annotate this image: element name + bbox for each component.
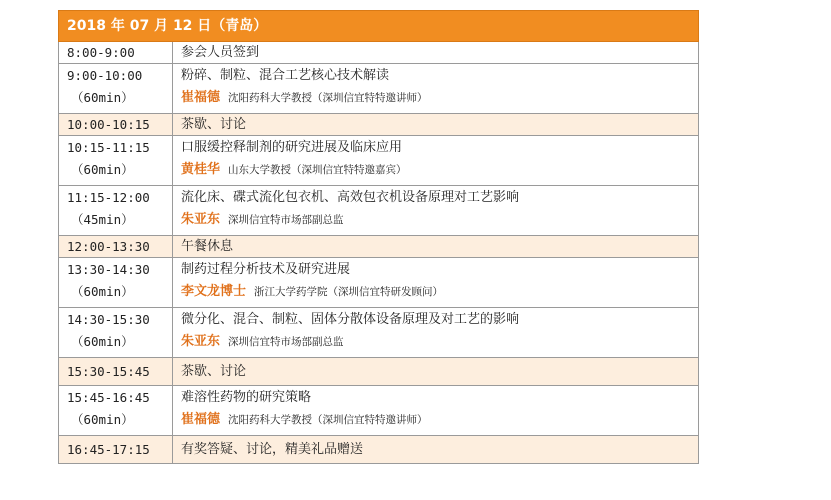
agenda-row [59,136,699,186]
speaker-affiliation: 山东大学教授（深圳信宜特特邀嘉宾） [228,164,407,176]
session-speaker-line [181,282,698,304]
session-title-text: 午餐休息 [181,239,234,254]
session-time-text: 11:15-12:00 [67,190,150,205]
session-detail [173,136,699,186]
session-title [173,42,699,64]
session-detail [173,64,699,114]
session-time-text: 15:30-15:45 [67,364,150,379]
session-detail [173,258,699,308]
speaker-name: 朱亚东 [181,212,221,227]
session-time [59,358,173,386]
session-time-text: 16:45-17:15 [67,442,150,457]
session-title-text: 有奖答疑、讨论，精美礼品赠送 [181,442,364,457]
speaker-affiliation: 深圳信宜特市场部副总监 [228,336,344,348]
session-title [173,358,699,386]
speaker-affiliation: 浙江大学药学院（深圳信宜特研发顾问） [254,286,444,298]
session-speaker-line [181,88,698,110]
speaker-name: 崔福德 [181,412,221,427]
speaker-name: 李文龙博士 [181,284,247,299]
session-time [59,186,173,236]
session-detail [173,308,699,358]
session-time [59,64,173,114]
agenda-break-row [59,236,699,258]
speaker-affiliation: 沈阳药科大学教授（深圳信宜特特邀讲师） [228,414,428,426]
session-speaker-line [181,332,698,354]
agenda-row [59,186,699,236]
agenda-break-row [59,436,699,464]
agenda-row [59,42,699,64]
session-title [173,236,699,258]
agenda-table [58,10,699,464]
session-time [59,114,173,136]
session-time-text: 12:00-13:30 [67,239,150,254]
session-duration: （60min） [71,284,134,299]
session-time [59,308,173,358]
session-time-text: 13:30-14:30 [67,262,150,277]
session-time-text: 14:30-15:30 [67,312,150,327]
speaker-affiliation: 沈阳药科大学教授（深圳信宜特特邀讲师） [228,92,428,104]
session-time-text: 8:00-9:00 [67,45,135,60]
session-title-text: 制药过程分析技术及研究进展 [181,262,351,277]
session-duration: （60min） [71,162,134,177]
session-title-text: 微分化、混合、制粒、固体分散体设备原理及对工艺的影响 [181,312,520,327]
session-title-text: 口服缓控释制剂的研究进展及临床应用 [181,140,403,155]
session-time [59,42,173,64]
session-time-text: 10:00-10:15 [67,117,150,132]
speaker-name: 朱亚东 [181,334,221,349]
session-time [59,386,173,436]
session-time [59,136,173,186]
session-duration: （60min） [71,334,134,349]
session-title [173,436,699,464]
speaker-name: 黄桂华 [181,162,221,177]
session-title-text: 粉碎、制粒、混合工艺核心技术解读 [181,68,390,83]
agenda-row [59,258,699,308]
speaker-affiliation: 深圳信宜特市场部副总监 [228,214,344,226]
session-speaker-line [181,410,698,432]
session-time-text: 15:45-16:45 [67,390,150,405]
session-title-text: 茶歇、讨论 [181,364,247,379]
session-time [59,236,173,258]
session-detail [173,186,699,236]
agenda-break-row [59,114,699,136]
session-duration: （60min） [71,412,134,427]
session-title-text: 茶歇、讨论 [181,117,247,132]
agenda-date-title: 2018 年 07 月 12 日（青岛） [59,11,699,42]
session-title-text: 难溶性药物的研究策略 [181,390,312,405]
session-time-text: 10:15-11:15 [67,140,150,155]
agenda-row [59,64,699,114]
session-detail [173,386,699,436]
session-duration: （60min） [71,90,134,105]
session-duration: （45min） [71,212,134,227]
session-title [173,114,699,136]
agenda-header-row [59,11,699,42]
session-speaker-line [181,160,698,182]
agenda-break-row [59,358,699,386]
session-title-text: 流化床、碟式流化包衣机、高效包衣机设备原理对工艺影响 [181,190,520,205]
session-time [59,258,173,308]
session-speaker-line [181,210,698,232]
agenda-row [59,386,699,436]
session-time [59,436,173,464]
agenda-row [59,308,699,358]
session-time-text: 9:00-10:00 [67,68,143,83]
session-title-text: 参会人员签到 [181,45,260,60]
speaker-name: 崔福德 [181,90,221,105]
